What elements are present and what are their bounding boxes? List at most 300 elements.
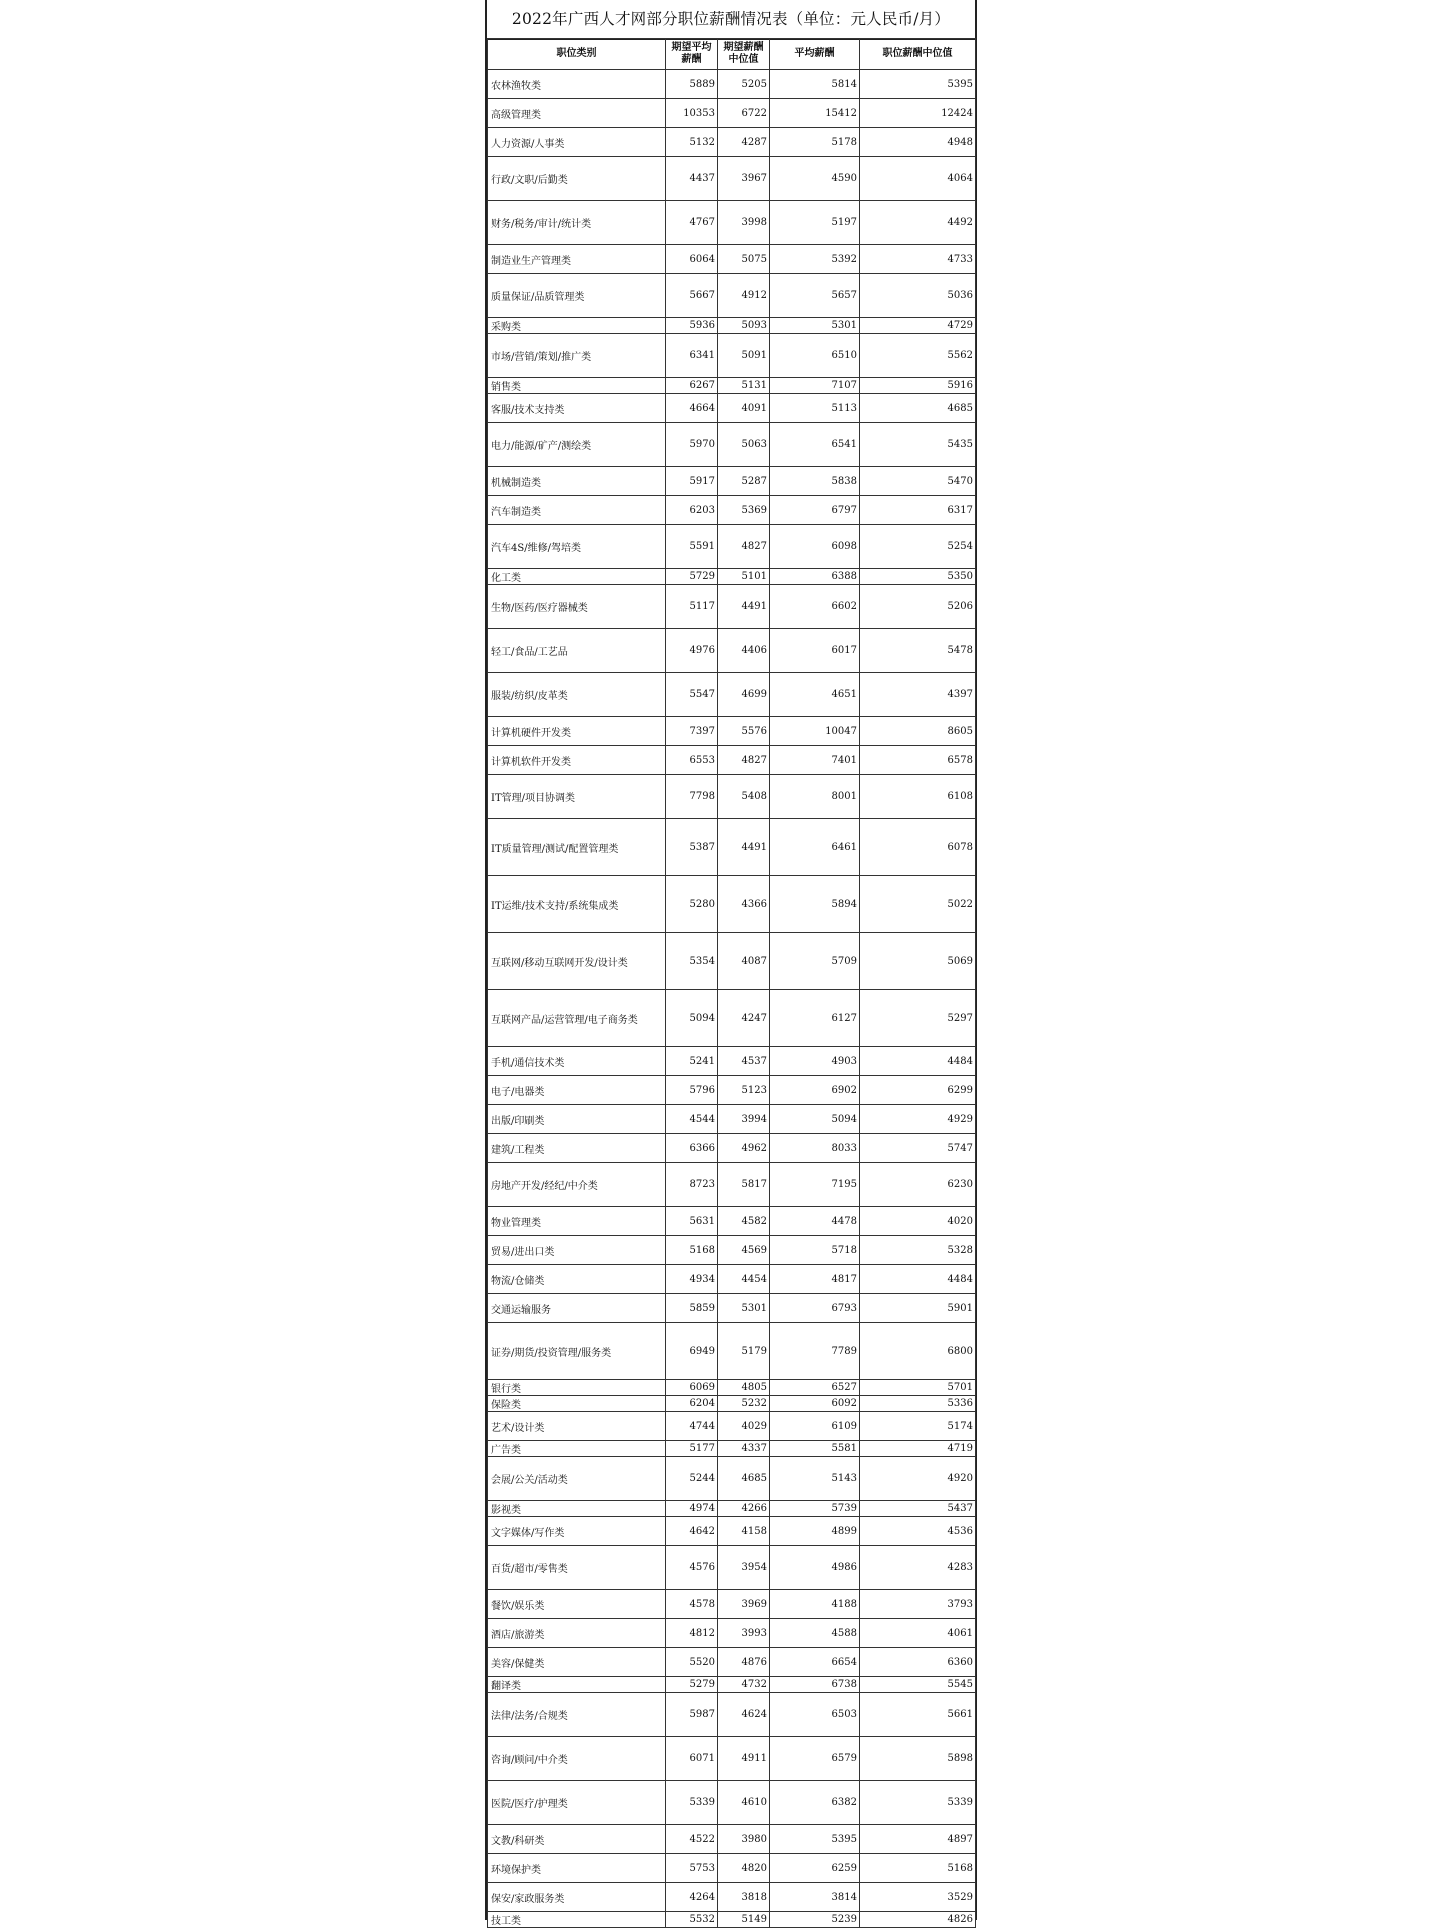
cell-expected-median: 4912 <box>718 274 770 318</box>
cell-category: 艺术/设计类 <box>488 1412 666 1441</box>
cell-median: 5328 <box>860 1236 976 1265</box>
cell-category: 银行类 <box>488 1380 666 1396</box>
cell-category: 广告类 <box>488 1441 666 1457</box>
table-row <box>488 1134 976 1163</box>
cell-expected-avg: 6204 <box>666 1396 718 1412</box>
cell-category: 质量保证/品质管理类 <box>488 274 666 318</box>
table-row <box>488 1396 976 1412</box>
cell-category: 制造业生产管理类 <box>488 245 666 274</box>
cell-avg: 6797 <box>770 496 860 525</box>
cell-category: 咨询/顾问/中介类 <box>488 1737 666 1781</box>
cell-expected-median: 4247 <box>718 990 770 1047</box>
cell-expected-median: 4610 <box>718 1781 770 1825</box>
cell-category: 互联网产品/运营管理/电子商务类 <box>488 990 666 1047</box>
cell-expected-median: 4087 <box>718 933 770 990</box>
cell-category: 建筑/工程类 <box>488 1134 666 1163</box>
cell-category: 翻译类 <box>488 1677 666 1693</box>
cell-expected-avg: 4522 <box>666 1825 718 1854</box>
table-row <box>488 378 976 394</box>
cell-expected-avg: 4264 <box>666 1883 718 1912</box>
cell-category: IT质量管理/测试/配置管理类 <box>488 819 666 876</box>
cell-expected-median: 4911 <box>718 1737 770 1781</box>
table-row <box>488 1737 976 1781</box>
cell-median: 5661 <box>860 1693 976 1737</box>
cell-median: 4283 <box>860 1546 976 1590</box>
cell-avg: 4651 <box>770 673 860 717</box>
cell-avg: 6654 <box>770 1648 860 1677</box>
cell-expected-avg: 7798 <box>666 775 718 819</box>
cell-expected-avg: 4544 <box>666 1105 718 1134</box>
cell-median: 4733 <box>860 245 976 274</box>
cell-median: 4064 <box>860 157 976 201</box>
cell-avg: 5709 <box>770 933 860 990</box>
cell-category: 计算机硬件开发类 <box>488 717 666 746</box>
cell-category: 服装/纺织/皮革类 <box>488 673 666 717</box>
cell-expected-avg: 8723 <box>666 1163 718 1207</box>
cell-expected-median: 4685 <box>718 1457 770 1501</box>
cell-median: 5069 <box>860 933 976 990</box>
cell-expected-avg: 5339 <box>666 1781 718 1825</box>
table-body <box>488 70 976 1928</box>
cell-expected-median: 6722 <box>718 99 770 128</box>
cell-expected-median: 4337 <box>718 1441 770 1457</box>
page-title: 2022年广西人才网部分职位薪酬情况表（单位：元人民币/月） <box>487 0 975 40</box>
cell-median: 6078 <box>860 819 976 876</box>
cell-category: 互联网/移动互联网开发/设计类 <box>488 933 666 990</box>
table-row <box>488 394 976 423</box>
cell-expected-avg: 5387 <box>666 819 718 876</box>
table-row <box>488 157 976 201</box>
cell-expected-avg: 5987 <box>666 1693 718 1737</box>
cell-median: 5916 <box>860 378 976 394</box>
cell-avg: 6109 <box>770 1412 860 1441</box>
cell-category: 保险类 <box>488 1396 666 1412</box>
table-row <box>488 1105 976 1134</box>
table-row <box>488 717 976 746</box>
cell-median: 3529 <box>860 1883 976 1912</box>
cell-expected-median: 4805 <box>718 1380 770 1396</box>
table-row <box>488 496 976 525</box>
cell-avg: 6902 <box>770 1076 860 1105</box>
cell-expected-avg: 4934 <box>666 1265 718 1294</box>
cell-avg: 6098 <box>770 525 860 569</box>
cell-expected-avg: 5547 <box>666 673 718 717</box>
cell-expected-avg: 6064 <box>666 245 718 274</box>
col-header-category: 职位类别 <box>488 39 666 70</box>
cell-expected-avg: 5280 <box>666 876 718 933</box>
cell-expected-median: 5576 <box>718 717 770 746</box>
cell-category: 电力/能源/矿产/测绘类 <box>488 423 666 467</box>
table-row <box>488 1619 976 1648</box>
cell-median: 6108 <box>860 775 976 819</box>
cell-expected-median: 4699 <box>718 673 770 717</box>
cell-median: 4492 <box>860 201 976 245</box>
cell-expected-median: 3998 <box>718 201 770 245</box>
cell-median: 5901 <box>860 1294 976 1323</box>
cell-expected-median: 5123 <box>718 1076 770 1105</box>
cell-avg: 5581 <box>770 1441 860 1457</box>
cell-category: 法律/法务/合规类 <box>488 1693 666 1737</box>
cell-expected-avg: 6267 <box>666 378 718 394</box>
cell-expected-median: 5817 <box>718 1163 770 1207</box>
cell-expected-median: 4820 <box>718 1854 770 1883</box>
salary-table <box>487 38 976 1928</box>
cell-avg: 4188 <box>770 1590 860 1619</box>
table-row <box>488 245 976 274</box>
cell-category: IT管理/项目协调类 <box>488 775 666 819</box>
cell-category: 物业管理类 <box>488 1207 666 1236</box>
cell-median: 4536 <box>860 1517 976 1546</box>
cell-category: 物流/仓储类 <box>488 1265 666 1294</box>
cell-category: 人力资源/人事类 <box>488 128 666 157</box>
cell-avg: 5739 <box>770 1501 860 1517</box>
cell-expected-median: 3969 <box>718 1590 770 1619</box>
cell-category: 贸易/进出口类 <box>488 1236 666 1265</box>
cell-expected-median: 4827 <box>718 746 770 775</box>
table-row <box>488 1825 976 1854</box>
cell-avg: 6259 <box>770 1854 860 1883</box>
cell-avg: 5392 <box>770 245 860 274</box>
cell-avg: 4903 <box>770 1047 860 1076</box>
cell-median: 4719 <box>860 1441 976 1457</box>
table-row <box>488 1517 976 1546</box>
cell-median: 5898 <box>860 1737 976 1781</box>
table-row <box>488 1648 976 1677</box>
cell-expected-median: 5205 <box>718 70 770 99</box>
cell-expected-avg: 6341 <box>666 334 718 378</box>
cell-category: 销售类 <box>488 378 666 394</box>
cell-category: 影视类 <box>488 1501 666 1517</box>
cell-expected-median: 5091 <box>718 334 770 378</box>
cell-expected-avg: 5354 <box>666 933 718 990</box>
table-row <box>488 673 976 717</box>
cell-expected-avg: 5889 <box>666 70 718 99</box>
cell-median: 5339 <box>860 1781 976 1825</box>
table-row <box>488 1457 976 1501</box>
table-row <box>488 933 976 990</box>
table-row <box>488 1207 976 1236</box>
cell-category: 机械制造类 <box>488 467 666 496</box>
cell-median: 4897 <box>860 1825 976 1854</box>
cell-expected-avg: 5532 <box>666 1912 718 1928</box>
cell-expected-avg: 4578 <box>666 1590 718 1619</box>
cell-category: 酒店/旅游类 <box>488 1619 666 1648</box>
table-row <box>488 569 976 585</box>
table-row <box>488 1912 976 1928</box>
cell-avg: 4588 <box>770 1619 860 1648</box>
cell-avg: 3814 <box>770 1883 860 1912</box>
cell-category: 市场/营销/策划/推广类 <box>488 334 666 378</box>
cell-median: 5470 <box>860 467 976 496</box>
cell-expected-median: 4537 <box>718 1047 770 1076</box>
cell-expected-avg: 5132 <box>666 128 718 157</box>
cell-expected-median: 4406 <box>718 629 770 673</box>
cell-avg: 6793 <box>770 1294 860 1323</box>
cell-expected-median: 4366 <box>718 876 770 933</box>
cell-expected-avg: 4576 <box>666 1546 718 1590</box>
cell-category: 生物/医药/医疗器械类 <box>488 585 666 629</box>
cell-median: 5168 <box>860 1854 976 1883</box>
cell-median: 5336 <box>860 1396 976 1412</box>
cell-category: 文教/科研类 <box>488 1825 666 1854</box>
cell-median: 5562 <box>860 334 976 378</box>
cell-category: 证券/期货/投资管理/服务类 <box>488 1323 666 1380</box>
cell-avg: 8033 <box>770 1134 860 1163</box>
cell-expected-avg: 6069 <box>666 1380 718 1396</box>
cell-expected-avg: 7397 <box>666 717 718 746</box>
cell-median: 5437 <box>860 1501 976 1517</box>
cell-avg: 5113 <box>770 394 860 423</box>
cell-expected-avg: 6553 <box>666 746 718 775</box>
cell-expected-avg: 4976 <box>666 629 718 673</box>
table-row <box>488 1781 976 1825</box>
cell-category: 餐饮/娱乐类 <box>488 1590 666 1619</box>
table-row <box>488 274 976 318</box>
cell-median: 4920 <box>860 1457 976 1501</box>
cell-expected-median: 4962 <box>718 1134 770 1163</box>
cell-avg: 6461 <box>770 819 860 876</box>
cell-avg: 6127 <box>770 990 860 1047</box>
table-row <box>488 318 976 334</box>
cell-category: 百货/超市/零售类 <box>488 1546 666 1590</box>
table-row <box>488 1236 976 1265</box>
cell-median: 5435 <box>860 423 976 467</box>
cell-category: 交通运输服务 <box>488 1294 666 1323</box>
cell-avg: 6382 <box>770 1781 860 1825</box>
cell-expected-median: 3993 <box>718 1619 770 1648</box>
table-row <box>488 819 976 876</box>
cell-category: 技工类 <box>488 1912 666 1928</box>
cell-avg: 4817 <box>770 1265 860 1294</box>
cell-avg: 6017 <box>770 629 860 673</box>
cell-expected-avg: 5094 <box>666 990 718 1047</box>
cell-avg: 5814 <box>770 70 860 99</box>
cell-expected-median: 4158 <box>718 1517 770 1546</box>
table-row <box>488 1323 976 1380</box>
cell-expected-avg: 4664 <box>666 394 718 423</box>
cell-expected-median: 5287 <box>718 467 770 496</box>
cell-avg: 6738 <box>770 1677 860 1693</box>
cell-expected-avg: 5168 <box>666 1236 718 1265</box>
cell-expected-median: 4827 <box>718 525 770 569</box>
table-row <box>488 334 976 378</box>
cell-median: 6578 <box>860 746 976 775</box>
cell-median: 6800 <box>860 1323 976 1380</box>
cell-expected-avg: 5177 <box>666 1441 718 1457</box>
cell-median: 6317 <box>860 496 976 525</box>
cell-median: 4484 <box>860 1265 976 1294</box>
col-header-avg: 平均薪酬 <box>770 39 860 70</box>
cell-avg: 5178 <box>770 128 860 157</box>
cell-avg: 6527 <box>770 1380 860 1396</box>
cell-expected-avg: 6203 <box>666 496 718 525</box>
cell-expected-avg: 5859 <box>666 1294 718 1323</box>
cell-expected-avg: 5936 <box>666 318 718 334</box>
cell-expected-median: 4582 <box>718 1207 770 1236</box>
table-row <box>488 70 976 99</box>
cell-expected-avg: 4974 <box>666 1501 718 1517</box>
cell-expected-median: 5179 <box>718 1323 770 1380</box>
table-row <box>488 1076 976 1105</box>
cell-expected-median: 5063 <box>718 423 770 467</box>
cell-expected-avg: 4812 <box>666 1619 718 1648</box>
cell-median: 5747 <box>860 1134 976 1163</box>
cell-category: 汽车4S/维修/驾培类 <box>488 525 666 569</box>
cell-avg: 5657 <box>770 274 860 318</box>
cell-expected-avg: 5520 <box>666 1648 718 1677</box>
col-header-median: 职位薪酬中位值 <box>860 39 976 70</box>
cell-expected-median: 4569 <box>718 1236 770 1265</box>
cell-expected-avg: 5729 <box>666 569 718 585</box>
cell-expected-median: 5408 <box>718 775 770 819</box>
cell-avg: 4899 <box>770 1517 860 1546</box>
cell-avg: 5143 <box>770 1457 860 1501</box>
cell-median: 5701 <box>860 1380 976 1396</box>
cell-avg: 7401 <box>770 746 860 775</box>
cell-median: 5350 <box>860 569 976 585</box>
cell-median: 5254 <box>860 525 976 569</box>
cell-expected-median: 3818 <box>718 1883 770 1912</box>
cell-expected-avg: 6366 <box>666 1134 718 1163</box>
cell-avg: 7195 <box>770 1163 860 1207</box>
cell-avg: 6541 <box>770 423 860 467</box>
cell-expected-median: 4287 <box>718 128 770 157</box>
cell-avg: 6092 <box>770 1396 860 1412</box>
cell-category: 电子/电器类 <box>488 1076 666 1105</box>
cell-category: 出版/印刷类 <box>488 1105 666 1134</box>
cell-expected-median: 4029 <box>718 1412 770 1441</box>
table-row <box>488 1441 976 1457</box>
cell-expected-avg: 5667 <box>666 274 718 318</box>
table-row <box>488 629 976 673</box>
cell-category: IT运维/技术支持/系统集成类 <box>488 876 666 933</box>
cell-expected-median: 3967 <box>718 157 770 201</box>
cell-expected-median: 4491 <box>718 819 770 876</box>
cell-expected-avg: 4767 <box>666 201 718 245</box>
cell-avg: 6388 <box>770 569 860 585</box>
table-row <box>488 1546 976 1590</box>
cell-expected-avg: 5279 <box>666 1677 718 1693</box>
cell-expected-median: 4876 <box>718 1648 770 1677</box>
cell-avg: 6510 <box>770 334 860 378</box>
cell-expected-median: 4624 <box>718 1693 770 1737</box>
cell-category: 环境保护类 <box>488 1854 666 1883</box>
cell-expected-avg: 5117 <box>666 585 718 629</box>
cell-expected-median: 4732 <box>718 1677 770 1693</box>
table-row <box>488 99 976 128</box>
table-row <box>488 1590 976 1619</box>
cell-expected-avg: 4744 <box>666 1412 718 1441</box>
table-row <box>488 1677 976 1693</box>
cell-median: 5036 <box>860 274 976 318</box>
cell-median: 4826 <box>860 1912 976 1928</box>
cell-avg: 5395 <box>770 1825 860 1854</box>
cell-avg: 8001 <box>770 775 860 819</box>
cell-avg: 6602 <box>770 585 860 629</box>
cell-expected-median: 5301 <box>718 1294 770 1323</box>
cell-expected-median: 3954 <box>718 1546 770 1590</box>
cell-expected-median: 5075 <box>718 245 770 274</box>
cell-expected-median: 4491 <box>718 585 770 629</box>
table-row <box>488 1883 976 1912</box>
cell-category: 化工类 <box>488 569 666 585</box>
cell-expected-avg: 5970 <box>666 423 718 467</box>
cell-avg: 7107 <box>770 378 860 394</box>
cell-expected-avg: 5753 <box>666 1854 718 1883</box>
cell-category: 行政/文职/后勤类 <box>488 157 666 201</box>
cell-expected-avg: 5917 <box>666 467 718 496</box>
table-row <box>488 423 976 467</box>
cell-category: 汽车制造类 <box>488 496 666 525</box>
cell-expected-avg: 6071 <box>666 1737 718 1781</box>
cell-avg: 15412 <box>770 99 860 128</box>
cell-category: 文字媒体/写作类 <box>488 1517 666 1546</box>
cell-expected-median: 3980 <box>718 1825 770 1854</box>
cell-expected-avg: 6949 <box>666 1323 718 1380</box>
cell-expected-avg: 5631 <box>666 1207 718 1236</box>
cell-avg: 7789 <box>770 1323 860 1380</box>
table-row <box>488 746 976 775</box>
table-row <box>488 990 976 1047</box>
cell-median: 4685 <box>860 394 976 423</box>
table-row <box>488 525 976 569</box>
cell-median: 5206 <box>860 585 976 629</box>
cell-median: 6360 <box>860 1648 976 1677</box>
table-row <box>488 1693 976 1737</box>
cell-median: 5478 <box>860 629 976 673</box>
cell-expected-median: 5101 <box>718 569 770 585</box>
table-row <box>488 1854 976 1883</box>
cell-category: 客服/技术支持类 <box>488 394 666 423</box>
cell-avg: 5894 <box>770 876 860 933</box>
cell-median: 5297 <box>860 990 976 1047</box>
cell-expected-avg: 5796 <box>666 1076 718 1105</box>
cell-expected-avg: 4437 <box>666 157 718 201</box>
cell-category: 保安/家政服务类 <box>488 1883 666 1912</box>
table-row <box>488 876 976 933</box>
cell-median: 6230 <box>860 1163 976 1207</box>
table-row <box>488 1163 976 1207</box>
cell-category: 计算机软件开发类 <box>488 746 666 775</box>
cell-expected-median: 3994 <box>718 1105 770 1134</box>
table-row <box>488 1047 976 1076</box>
cell-expected-avg: 5591 <box>666 525 718 569</box>
header-row <box>488 39 976 70</box>
cell-expected-median: 5093 <box>718 318 770 334</box>
cell-median: 4020 <box>860 1207 976 1236</box>
cell-avg: 4986 <box>770 1546 860 1590</box>
cell-avg: 5838 <box>770 467 860 496</box>
cell-median: 4929 <box>860 1105 976 1134</box>
cell-median: 5174 <box>860 1412 976 1441</box>
cell-expected-avg: 4642 <box>666 1517 718 1546</box>
cell-median: 5395 <box>860 70 976 99</box>
cell-category: 会展/公关/活动类 <box>488 1457 666 1501</box>
cell-category: 农林渔牧类 <box>488 70 666 99</box>
cell-median: 8605 <box>860 717 976 746</box>
cell-category: 采购类 <box>488 318 666 334</box>
cell-avg: 10047 <box>770 717 860 746</box>
table-row <box>488 1501 976 1517</box>
cell-avg: 5239 <box>770 1912 860 1928</box>
cell-expected-avg: 5241 <box>666 1047 718 1076</box>
cell-expected-median: 4266 <box>718 1501 770 1517</box>
cell-expected-avg: 5244 <box>666 1457 718 1501</box>
table-row <box>488 1412 976 1441</box>
cell-median: 4729 <box>860 318 976 334</box>
cell-median: 4948 <box>860 128 976 157</box>
cell-median: 3793 <box>860 1590 976 1619</box>
